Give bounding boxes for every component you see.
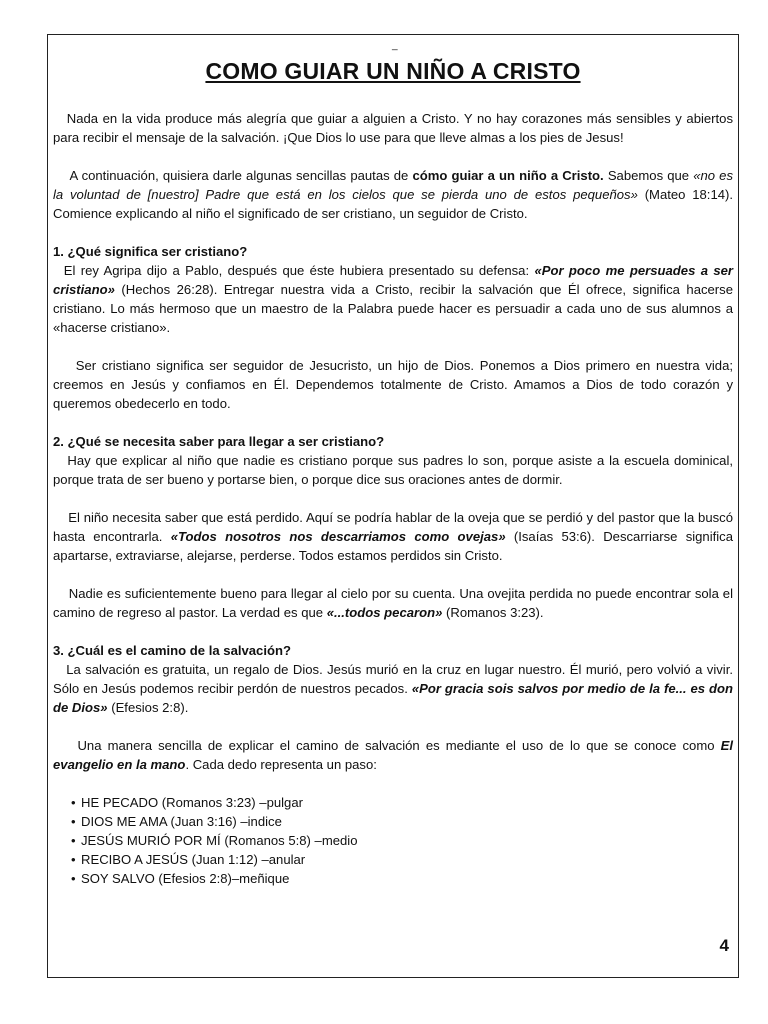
bullet-icon: • <box>71 852 76 867</box>
section-3-paragraph-1 <box>53 660 733 717</box>
section-3-text-start: La salvación es gratuita, un regalo de Dios. Jesús murió en la cruz en lugar nuestro. Él murió, pero volvió a vivir. Sólo en Jesús podemos recibir perdón de nuestros pecados. <box>53 662 733 696</box>
section-1-text-start: El rey Agripa dijo a Pablo, después que éste hubiera presentado su defensa: <box>63 263 535 278</box>
intro-quote: «no es la voluntad de [nuestro] Padre que está en los cielos que se pierda uno de estos pequeños» <box>53 168 733 202</box>
section-2-text-end: (Isaías 53:6). Descarriarse significa apartarse, extraviarse, alejarse, perderse. Todos estamos perdidos sin Cristo. <box>53 529 734 563</box>
bullet-icon: • <box>71 833 76 848</box>
section-3-heading: 3. ¿Cuál es el camino de la salvación? <box>53 643 291 658</box>
intro-paragraph-1 <box>53 109 733 147</box>
intro-bold-phrase: cómo guiar a un niño a Cristo. <box>412 168 604 183</box>
bullet-icon: • <box>71 871 76 886</box>
document-body <box>53 109 733 888</box>
section-2-text-start: Nadie es suficientemente bueno para llegar al cielo por su cuenta. Una ovejita perdida no puede encontrar sola el camino de regreso al pastor. La verdad es que <box>53 586 734 620</box>
list-item-text: DIOS ME AMA (Juan 3:16) –indice <box>81 814 282 829</box>
section-3-text-end: (Efesios 2:8). <box>107 700 189 715</box>
list-item-text: JESÚS MURIÓ POR MÍ (Romanos 5:8) –medio <box>81 833 358 848</box>
section-2-paragraph-1 <box>53 451 733 489</box>
list-item <box>71 793 733 812</box>
page-title: COMO GUIAR UN NIÑO A CRISTO <box>205 58 581 84</box>
intro-text-start: A continuación, quisiera darle algunas sencillas pautas de <box>69 168 413 183</box>
section-1-paragraph-1 <box>53 261 733 337</box>
list-item <box>71 831 733 850</box>
section-2-quote: «Todos nosotros nos descarriamos como ovejas» <box>170 529 506 544</box>
section-3-text-start: Una manera sencilla de explicar el camino de salvación es mediante el uso de lo que se conoce como <box>77 738 721 753</box>
list-item <box>71 812 733 831</box>
list-item <box>71 850 733 869</box>
page-number: 4 <box>719 936 729 955</box>
section-2-paragraph-2 <box>53 508 733 565</box>
section-2-text-start: El niño necesita saber que está perdido. Aquí se podría hablar de la oveja que se perdió y del pastor que la buscó hasta encontrarla. <box>53 510 733 544</box>
section-2-heading: 2. ¿Qué se necesita saber para llegar a ser cristiano? <box>53 434 385 449</box>
intro-text-end: (Mateo 18:14). Comience explicando al niño el significado de ser cristiano, un seguidor de Cristo. <box>53 187 734 221</box>
list-item-text: SOY SALVO (Efesios 2:8)–meñique <box>81 871 290 886</box>
list-item <box>71 869 733 888</box>
section-3-italic-phrase: El evangelio en la mano <box>53 738 733 772</box>
intro-paragraph-2 <box>53 166 733 223</box>
section-1-quote: «Por poco me persuades a ser cristiano» <box>53 263 734 297</box>
section-2-quote: «...todos pecaron» <box>326 605 443 620</box>
section-2-text: Hay que explicar al niño que nadie es cristiano porque sus padres lo son, porque asiste a la escuela dominical, porque trata de ser bueno y portarse bien, o porque dice sus oraciones antes de dormir. <box>53 453 734 487</box>
section-1-paragraph-2 <box>53 356 733 413</box>
list-item-text: HE PECADO (Romanos 3:23) –pulgar <box>81 795 303 810</box>
section-3-quote: «Por gracia sois salvos por medio de la fe... es don de Dios» <box>53 681 733 715</box>
section-2-text-end: (Romanos 3:23). <box>442 605 544 620</box>
bullet-icon: • <box>71 795 76 810</box>
section-2-paragraph-3 <box>53 584 733 622</box>
top-mark: _ <box>392 40 398 51</box>
section-1-text-end: (Hechos 26:28). Entregar nuestra vida a Cristo, recibir la salvación que Él ofrece, significa hacerse cristiano. Lo más hermoso que un maestro de la Palabra puede hacer es persuadir a cada uno de sus alumnos a «hacerse cristiano». <box>53 282 733 335</box>
list-item-text: RECIBO A JESÚS (Juan 1:12) –anular <box>81 852 306 867</box>
section-1-text: Ser cristiano significa ser seguidor de Jesucristo, un hijo de Dios. Ponemos a Dios primero en nuestra vida; creemos en Jesús y confiamos en Él. Dependemos totalmente de Cristo. Amamos a Dios de todo corazón y queremos obedecerlo en todo. <box>53 358 733 411</box>
intro-text: Nada en la vida produce más alegría que guiar a alguien a Cristo. Y no hay corazones más sensibles y abiertos para recibir el mensaje de la salvación. ¡Que Dios lo use para que lleve almas a los pies de Jesus! <box>53 111 734 145</box>
steps-list <box>53 793 733 888</box>
section-1-heading: 1. ¿Qué significa ser cristiano? <box>53 244 248 259</box>
section-3-text-end: . Cada dedo representa un paso: <box>185 757 377 772</box>
section-3-paragraph-2 <box>53 736 733 774</box>
intro-text-mid: Sabemos que <box>603 168 694 183</box>
bullet-icon: • <box>71 814 76 829</box>
